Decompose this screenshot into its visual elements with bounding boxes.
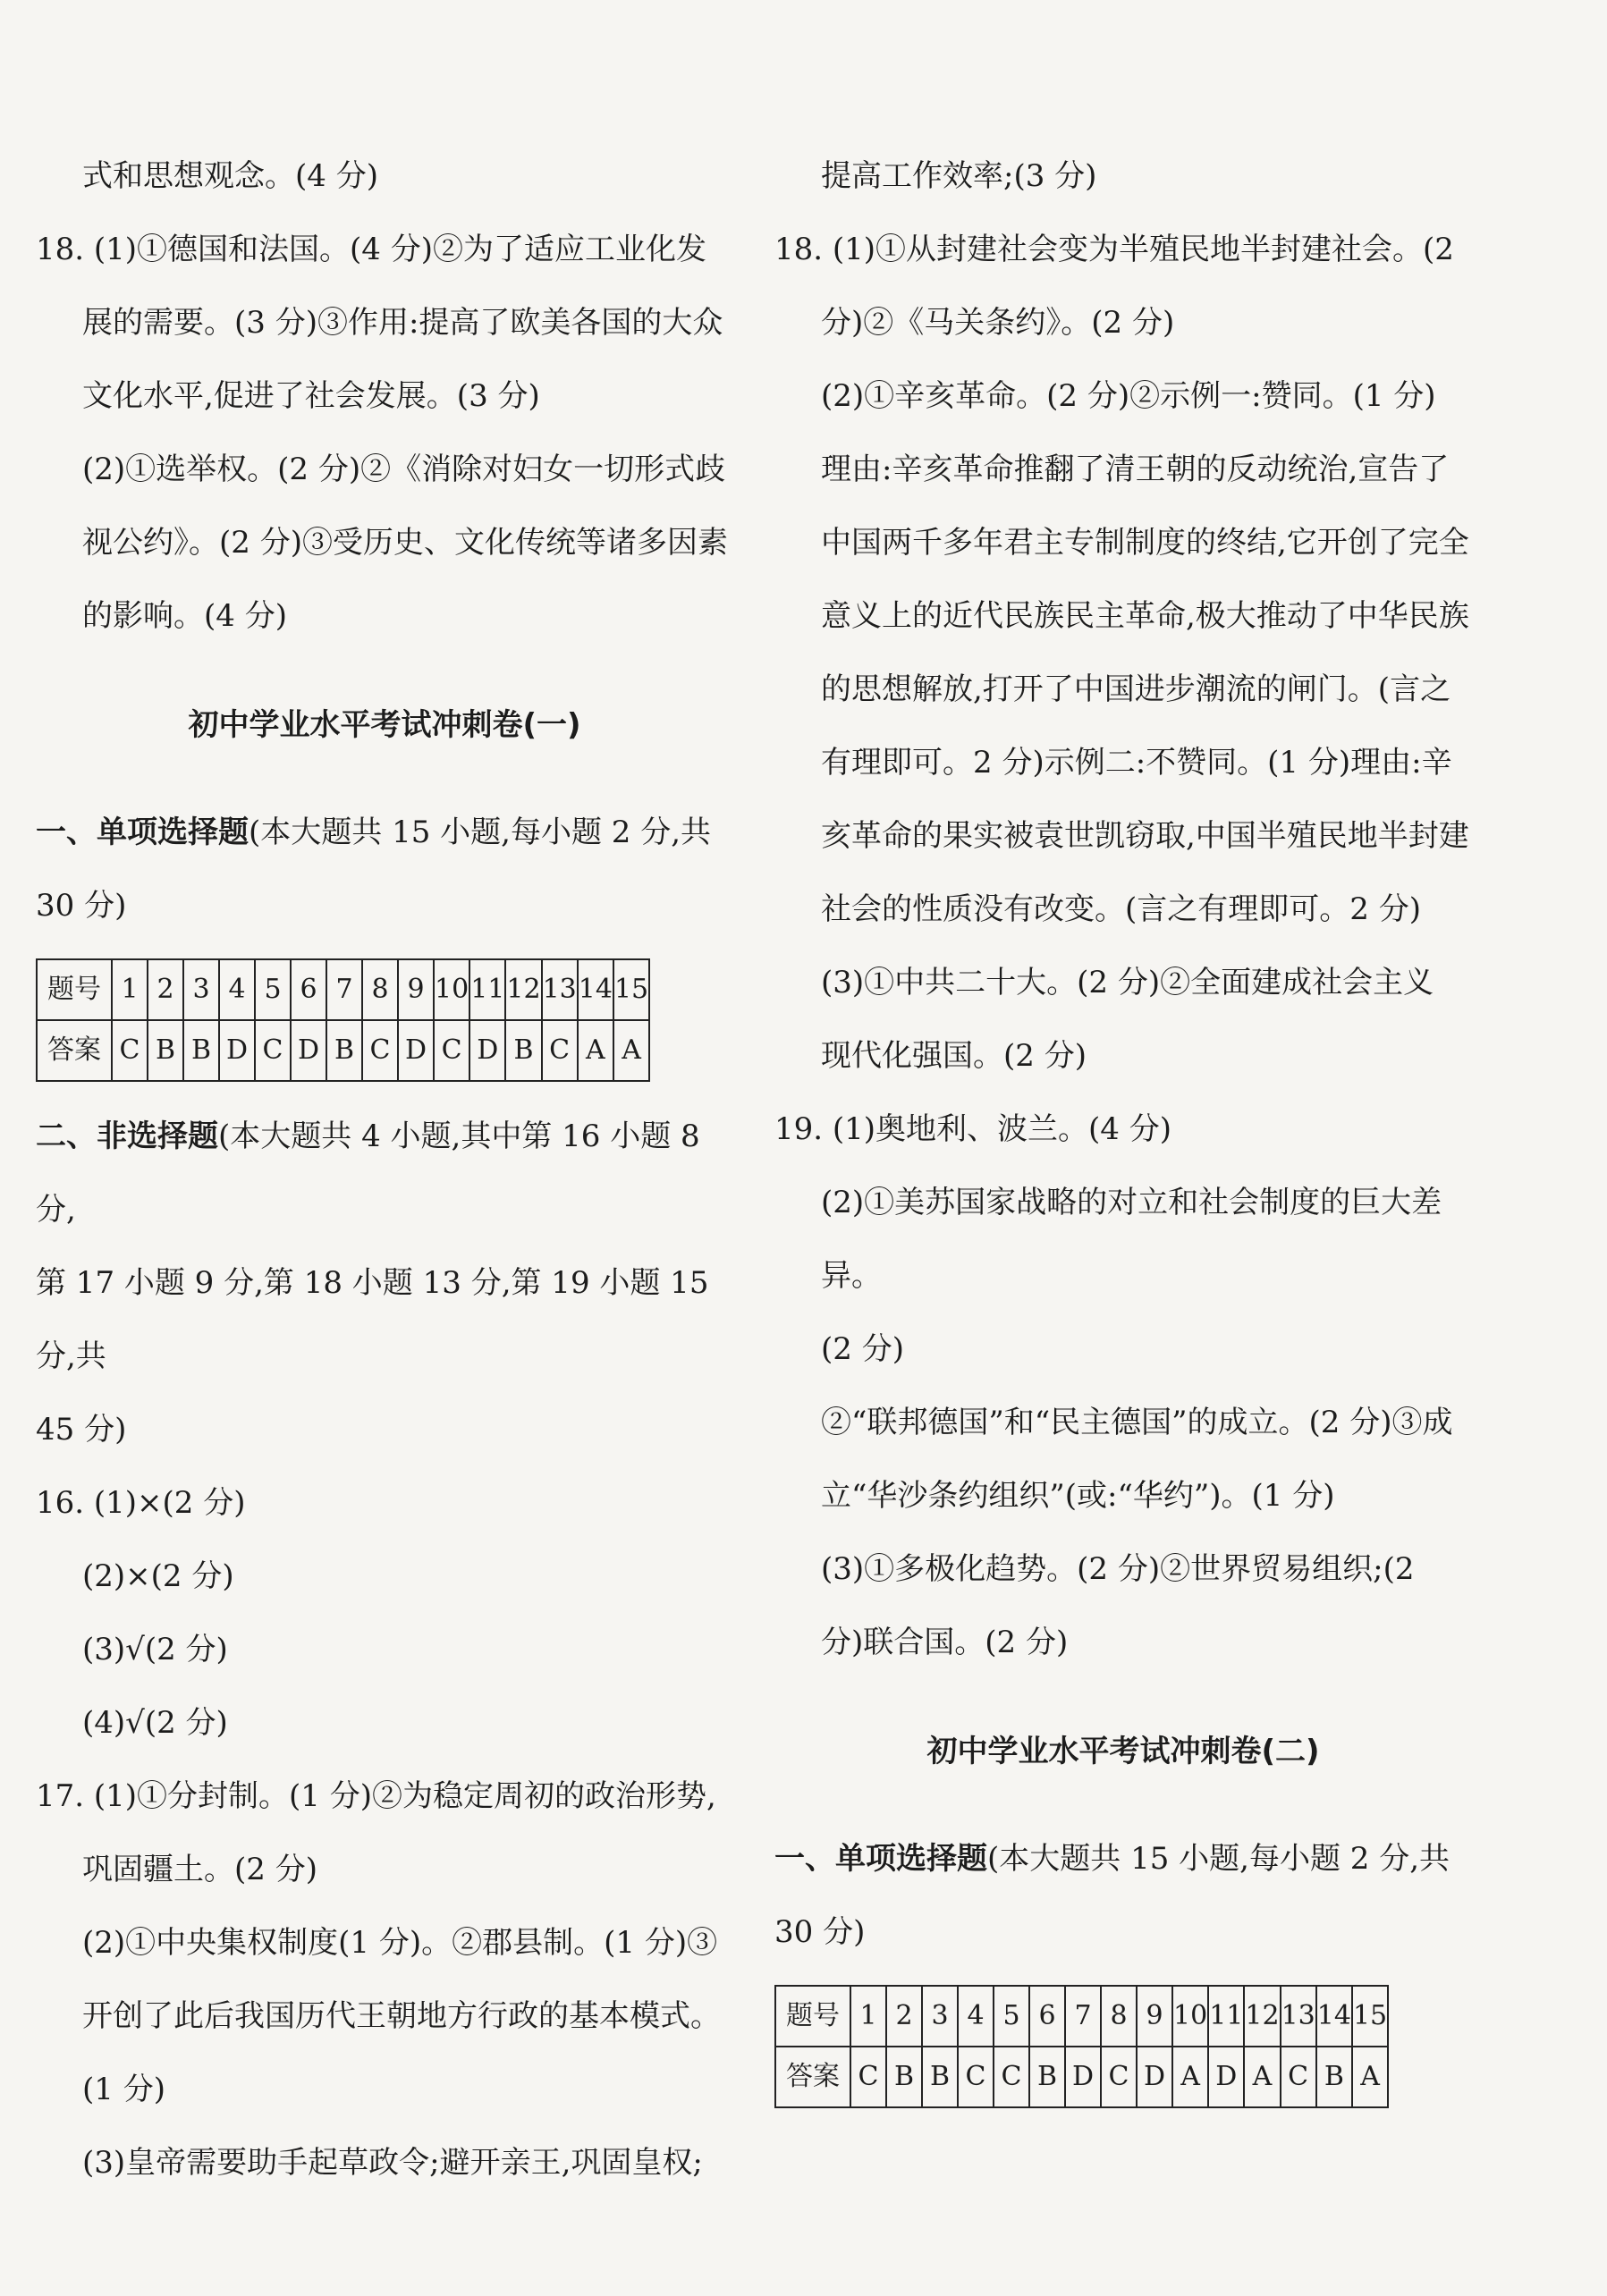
q18-line: 意义上的近代民族民主革命,极大推动了中华民族 xyxy=(821,598,1469,634)
answer-cell: A xyxy=(1172,2047,1208,2107)
q18-line: 展的需要。(3 分)③作用:提高了欧美各国的大众 xyxy=(82,305,723,341)
number-cell: 7 xyxy=(326,959,362,1020)
answer-cell: B xyxy=(505,1020,541,1081)
number-cell: 8 xyxy=(1101,1986,1137,2047)
answer-cell: B xyxy=(326,1020,362,1081)
row-label: 题号 xyxy=(37,959,112,1020)
q19-line: (2)①美苏国家战略的对立和社会制度的巨大差异。 xyxy=(821,1185,1442,1294)
answer-cell: C xyxy=(542,1020,578,1081)
answer-cell: D xyxy=(291,1020,326,1081)
left-column xyxy=(36,143,733,2199)
q19-line: 19. (1)奥地利、波兰。(4 分) xyxy=(774,1111,1172,1147)
number-cell: 1 xyxy=(112,959,148,1020)
number-cell: 13 xyxy=(1281,1986,1316,2047)
number-cell: 6 xyxy=(1029,1986,1065,2047)
number-cell: 4 xyxy=(219,959,255,1020)
q18-line: 现代化强国。(2 分) xyxy=(821,1038,1087,1074)
answer-cell: A xyxy=(578,1020,613,1081)
q19-line: 分)联合国。(2 分) xyxy=(821,1625,1069,1660)
section-2-desc-line3: 45 分) xyxy=(36,1412,127,1448)
number-cell: 13 xyxy=(542,959,578,1020)
number-cell: 9 xyxy=(398,959,434,1020)
section-2-desc-line2: 第 17 小题 9 分,第 18 小题 13 分,第 19 小题 15 分,共 xyxy=(36,1265,709,1374)
number-cell: 14 xyxy=(578,959,613,1020)
number-cell: 2 xyxy=(148,959,183,1020)
q18-line: 中国两千多年君主专制制度的终结,它开创了完全 xyxy=(821,525,1469,561)
number-cell: 15 xyxy=(1352,1986,1388,2047)
q19-line: ②“联邦德国”和“民主德国”的成立。(2 分)③成 xyxy=(821,1405,1453,1440)
number-cell: 2 xyxy=(886,1986,922,2047)
right-column xyxy=(774,143,1472,2119)
answer-cell: A xyxy=(1244,2047,1280,2107)
section-1-label: 一、单项选择题 xyxy=(36,815,249,850)
q17-line: 巩固疆土。(2 分) xyxy=(82,1852,317,1887)
row-label: 题号 xyxy=(775,1986,850,2047)
number-cell: 8 xyxy=(362,959,398,1020)
answer-cell: D xyxy=(398,1020,434,1081)
answer-cell: B xyxy=(1316,2047,1352,2107)
answer-cell: B xyxy=(1029,2047,1065,2107)
q18-line: 视公约》。(2 分)③受历史、文化传统等诸多因素 xyxy=(82,525,728,561)
right-intro-line: 提高工作效率;(3 分) xyxy=(821,158,1097,194)
left-q16 xyxy=(36,1466,733,1760)
answer-cell: C xyxy=(994,2047,1029,2107)
row-label: 答案 xyxy=(775,2047,850,2107)
number-cell: 10 xyxy=(434,959,469,1020)
number-cell: 3 xyxy=(922,1986,958,2047)
number-cell: 5 xyxy=(255,959,291,1020)
answer-cell: D xyxy=(1137,2047,1172,2107)
q18-line: 社会的性质没有改变。(言之有理即可。2 分) xyxy=(821,891,1421,927)
q17-line: (2)①中央集权制度(1 分)。②郡县制。(1 分)③ xyxy=(82,1925,718,1961)
number-cell: 1 xyxy=(850,1986,886,2047)
answer-cell: C xyxy=(362,1020,398,1081)
section-1-heading-2 xyxy=(774,1822,1472,1969)
number-cell: 15 xyxy=(613,959,649,1020)
number-cell: 5 xyxy=(994,1986,1029,2047)
answer-cell: C xyxy=(255,1020,291,1081)
q18-line: (2)①辛亥革命。(2 分)②示例一:赞同。(1 分) xyxy=(821,378,1436,414)
number-cell: 7 xyxy=(1065,1986,1101,2047)
answer-cell: C xyxy=(850,2047,886,2107)
answer-cell: D xyxy=(1208,2047,1244,2107)
answer-cell: A xyxy=(1352,2047,1388,2107)
exam-title-2: 初中学业水平考试冲刺卷(二) xyxy=(926,1734,1320,1769)
section-1-desc: (本大题共 15 小题,每小题 2 分,共 xyxy=(987,1841,1451,1877)
number-cell: 10 xyxy=(1172,1986,1208,2047)
number-cell: 11 xyxy=(1208,1986,1244,2047)
section-2-desc: (本大题共 4 小题,其中第 16 小题 8 分, xyxy=(36,1118,700,1228)
q18-line: 文化水平,促进了社会发展。(3 分) xyxy=(82,378,540,414)
answer-cell: D xyxy=(469,1020,505,1081)
q16-line: 16. (1)×(2 分) xyxy=(36,1485,246,1521)
answer-cell: C xyxy=(1101,2047,1137,2107)
number-cell: 12 xyxy=(505,959,541,1020)
answer-cell: B xyxy=(886,2047,922,2107)
exam-title-1: 初中学业水平考试冲刺卷(一) xyxy=(188,707,581,743)
section-1-desc: (本大题共 15 小题,每小题 2 分,共 xyxy=(249,815,712,850)
number-cell: 6 xyxy=(291,959,326,1020)
answer-cell: A xyxy=(613,1020,649,1081)
q18-line: 亥革命的果实被袁世凯窃取,中国半殖民地半封建 xyxy=(821,818,1469,854)
answer-cell: C xyxy=(434,1020,469,1081)
number-cell: 9 xyxy=(1137,1986,1172,2047)
answer-table-2 xyxy=(774,1985,1389,2108)
answer-cell: B xyxy=(183,1020,219,1081)
table-row-numbers xyxy=(37,959,649,1020)
q18-line: 的影响。(4 分) xyxy=(82,598,287,634)
q16-line: (3)√(2 分) xyxy=(82,1632,228,1667)
number-cell: 11 xyxy=(469,959,505,1020)
q17-line: (1 分) xyxy=(82,2072,165,2107)
right-q19 xyxy=(774,1093,1472,1679)
q16-line: (2)×(2 分) xyxy=(82,1558,234,1594)
table-row-answers xyxy=(775,2047,1388,2107)
number-cell: 4 xyxy=(958,1986,994,2047)
q18-line: 有理即可。2 分)示例二:不赞同。(1 分)理由:辛 xyxy=(821,745,1452,781)
answer-cell: C xyxy=(958,2047,994,2107)
q18-line: 分)②《马关条约》。(2 分) xyxy=(821,305,1175,341)
answer-cell: C xyxy=(1281,2047,1316,2107)
q19-line: (3)①多极化趋势。(2 分)②世界贸易组织;(2 xyxy=(821,1551,1415,1587)
q18-line: (3)①中共二十大。(2 分)②全面建成社会主义 xyxy=(821,965,1434,1000)
left-intro-line: 式和思想观念。(4 分) xyxy=(82,158,378,194)
left-q18 xyxy=(36,213,733,653)
section-1-desc-line2: 30 分) xyxy=(36,888,127,924)
answer-cell: B xyxy=(922,2047,958,2107)
answer-table-1 xyxy=(36,958,650,1082)
number-cell: 12 xyxy=(1244,1986,1280,2047)
section-2-label: 二、非选择题 xyxy=(36,1118,218,1154)
q17-line: 开创了此后我国历代王朝地方行政的基本模式。 xyxy=(82,1998,721,2034)
q17-line: (3)皇帝需要助手起草政令;避开亲王,巩固皇权; xyxy=(82,2145,703,2181)
section-1-heading xyxy=(36,796,733,942)
q16-line: (4)√(2 分) xyxy=(82,1705,228,1741)
row-label: 答案 xyxy=(37,1020,112,1081)
section-2-heading xyxy=(36,1100,733,1466)
q18-line: 18. (1)①从封建社会变为半殖民地半封建社会。(2 xyxy=(774,232,1454,267)
q17-line: 17. (1)①分封制。(1 分)②为稳定周初的政治形势, xyxy=(36,1778,716,1814)
q18-line: 的思想解放,打开了中国进步潮流的闸门。(言之 xyxy=(821,671,1451,707)
section-1-desc-line2: 30 分) xyxy=(774,1914,866,1950)
q18-line: 18. (1)①德国和法国。(4 分)②为了适应工业化发 xyxy=(36,232,707,267)
table-row-numbers xyxy=(775,1986,1388,2047)
q18-line: 理由:辛亥革命推翻了清王朝的反动统治,宣告了 xyxy=(821,452,1450,487)
number-cell: 3 xyxy=(183,959,219,1020)
answer-cell: D xyxy=(1065,2047,1101,2107)
q18-line: (2)①选举权。(2 分)②《消除对妇女一切形式歧 xyxy=(82,452,726,487)
answer-cell: B xyxy=(148,1020,183,1081)
section-1-label: 一、单项选择题 xyxy=(774,1841,987,1877)
answer-cell: D xyxy=(219,1020,255,1081)
number-cell: 14 xyxy=(1316,1986,1352,2047)
q19-line: 立“华沙条约组织”(或:“华约”)。(1 分) xyxy=(821,1478,1335,1514)
q19-line: (2 分) xyxy=(821,1331,904,1367)
left-q17 xyxy=(36,1760,733,2199)
right-q18 xyxy=(774,213,1472,1093)
answer-cell: C xyxy=(112,1020,148,1081)
table-row-answers xyxy=(37,1020,649,1081)
